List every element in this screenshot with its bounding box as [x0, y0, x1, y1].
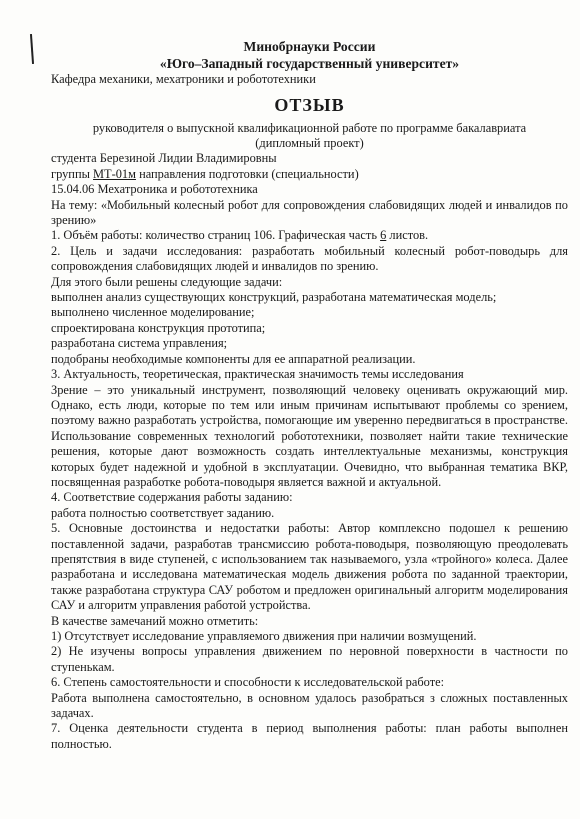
subtitle-line-2: (дипломный проект) [255, 136, 364, 151]
section-1-suffix: листов. [389, 228, 429, 243]
subtitle-line-1: руководителя о выпускной квалификационной работе по программе бакалавриата [92, 121, 527, 136]
section-2-tasks-intro: Для этого были решены следующие задачи: [51, 274, 283, 289]
direction-text: направления подготовки (специальности) [139, 166, 359, 181]
section-6-title: 6. Степень самостоятельности и способности к исследовательской работе: [51, 675, 445, 690]
section-2-task-5: подобраны необходимые компоненты для ее аппаратной реализации. [51, 351, 416, 366]
section-5-remark-1: 1) Отсутствует исследование управляемого движения при наличии возмущений. [51, 629, 477, 643]
ministry-heading: Минобрнауки России [243, 39, 376, 54]
section-4-title: 4. Соответствие содержания работы заданию: [51, 490, 293, 505]
section-2-task-4: разработана система управления; [51, 336, 228, 351]
group-line [51, 167, 568, 182]
section-1-count: 6 [380, 228, 387, 243]
section-5-remark-2: 2) Не изучены вопросы управления движением по неровной поверхности в частности по ступенькам. [51, 644, 568, 674]
section-1-prefix: 1. Объём работы: количество страниц 106. Графическая часть [51, 228, 377, 243]
section-2: 2. Цель и задачи исследования: разработать мобильный колесный робот-поводырь для сопровождения слабовидящих людей и инвалидов по зрению. [51, 243, 568, 274]
specialty-line: 15.04.06 Мехатроника и робототехника [51, 182, 258, 197]
section-2-task-1: выполнен анализ существующих конструкций, разработана математическая модель; [51, 290, 497, 305]
group-label: группы [51, 166, 90, 181]
group-value: МТ-01м [93, 166, 136, 181]
section-7: 7. Оценка деятельности студента в период выполнения работы: план работы выполнен полностью. [51, 721, 568, 751]
document-title: ОТЗЫВ [274, 95, 345, 116]
section-5-body: 5. Основные достоинства и недостатки работы: Автор комплексно подошел к решению поставленной задачи, разработав трансмиссию робота-поводыря, позволяющую преодолевать препятствия в виде ступеней, с использованием так называемого, узла «тройного» колеса. Далее разработана и исследована математическая модель движения робота по заданной траектории, также разработана структура САУ роботом и предложен оригинальный алгоритм моделирования САУ и алгоритм управления работой устройства. [51, 521, 568, 613]
section-2-task-2: выполнено численное моделирование; [51, 305, 255, 320]
university-heading: «Юго–Западный государственный университет» [159, 56, 460, 71]
pen-mark [30, 34, 34, 64]
student-line [51, 151, 568, 166]
section-6-body: Работа выполнена самостоятельно, в основном удалось разобраться з сложных поставленных задачах. [51, 690, 568, 721]
section-5-remarks-intro: В качестве замечаний можно отметить: [51, 613, 259, 628]
section-3-title: 3. Актуальность, теоретическая, практическая значимость темы исследования [51, 367, 464, 382]
student-label: студента [51, 151, 97, 166]
section-3-body: Зрение – это уникальный инструмент, позволяющий человеку оценивать окружающий мир. Однако, есть люди, которые по тем или иным причинам испытывают проблемы со зрением, поэтому важно разработать устройства, помогающие им уверенно передвигаться в пространстве. Использование современных технологий робототехники, позволяет найти такие технические решения, которые дают возможность создать интеллектуальные механизмы, конструкция которых будет надежной и удобной в эксплуатации. Очевидно, что выбранная тематика ВКР, посвященная разработке робота-поводыря является важной и актуальной. [51, 382, 568, 489]
student-name: Березиной Лидии Владимировны [99, 151, 277, 166]
department-line: Кафедра механики, мехатроники и робототехники [51, 72, 316, 86]
review-document [51, 38, 568, 752]
section-4-body: работа полностью соответствует заданию. [51, 505, 275, 520]
topic-line: На тему: «Мобильный колесный робот для сопровождения слабовидящих людей и инвалидов по зрению» [51, 197, 568, 228]
section-1 [51, 228, 568, 243]
section-2-task-3: спроектирована конструкция прототипа; [51, 320, 266, 335]
